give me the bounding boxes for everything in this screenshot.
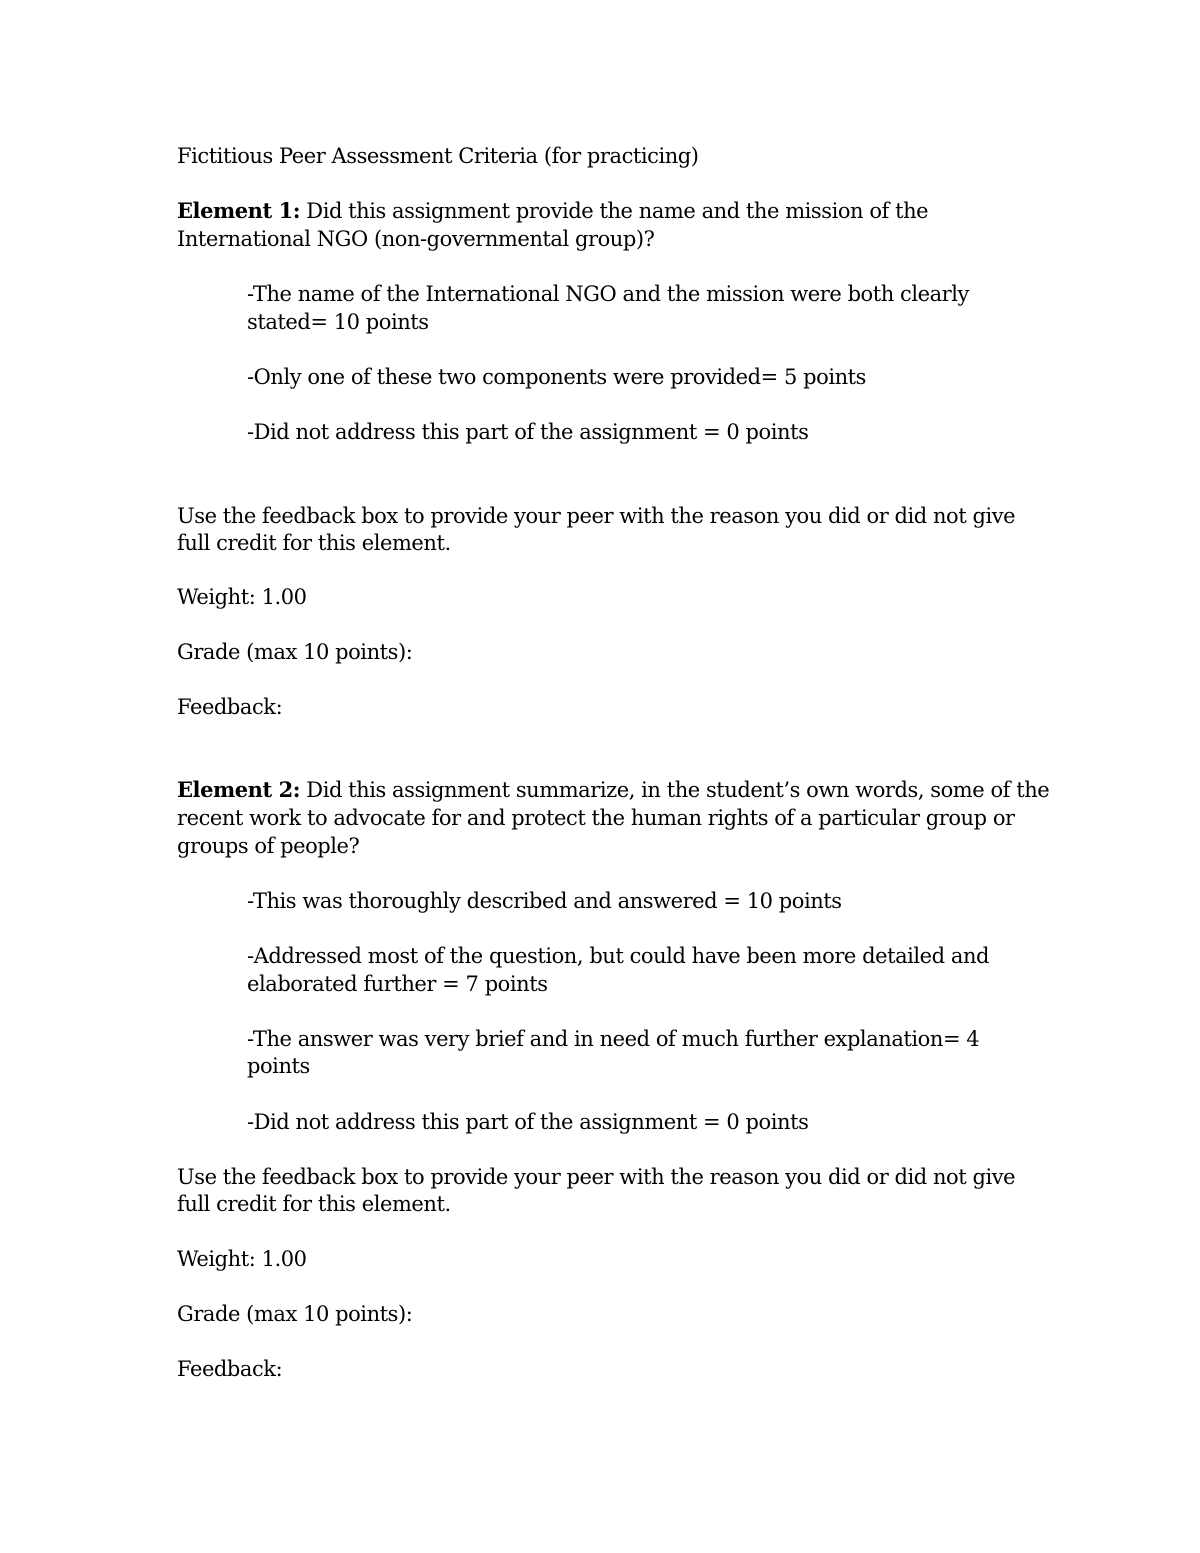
element1-option-1: -The name of the International NGO and the mission were both clearly [247, 282, 969, 306]
element1-question-text: Did this assignment provide the name and the mission of the [300, 199, 929, 223]
element1-instruction-line2: full credit for this element. [177, 531, 451, 555]
element1-option-1-cont: stated= 10 points [247, 310, 429, 334]
document-title: Fictitious Peer Assessment Criteria (for practicing) [177, 144, 699, 168]
element2-instruction-line2: full credit for this element. [177, 1192, 451, 1216]
element2-question [177, 776, 1049, 804]
element2-option-3: -The answer was very brief and in need of much further explanation= 4 [247, 1027, 980, 1051]
element1-grade: Grade (max 10 points): [177, 640, 413, 664]
element2-label: Element 2: [177, 777, 301, 802]
element2-option-2-cont: elaborated further = 7 points [247, 972, 548, 996]
element1-feedback: Feedback: [177, 695, 283, 719]
element1-label: Element 1: [177, 198, 301, 223]
element2-option-4: -Did not address this part of the assignment = 0 points [247, 1110, 809, 1134]
element2-question-line3: groups of people? [177, 834, 360, 858]
element2-option-2: -Addressed most of the question, but could have been more detailed and [247, 944, 990, 968]
element1-option-2: -Only one of these two components were provided= 5 points [247, 365, 866, 389]
element2-option-3-cont: points [247, 1054, 310, 1078]
element1-question-line2: International NGO (non-governmental group)? [177, 227, 655, 251]
element1-weight: Weight: 1.00 [177, 585, 307, 609]
element2-question-text: Did this assignment summarize, in the student’s own words, some of the [300, 778, 1050, 802]
element2-instruction: Use the feedback box to provide your peer with the reason you did or did not give [177, 1165, 1016, 1189]
element1-instruction: Use the feedback box to provide your peer with the reason you did or did not give [177, 504, 1016, 528]
element2-feedback: Feedback: [177, 1357, 283, 1381]
element1-option-3: -Did not address this part of the assignment = 0 points [247, 420, 809, 444]
element2-grade: Grade (max 10 points): [177, 1302, 413, 1326]
element1-question [177, 197, 928, 225]
element2-option-1: -This was thoroughly described and answered = 10 points [247, 889, 842, 913]
element2-weight: Weight: 1.00 [177, 1247, 307, 1271]
element2-question-line2: recent work to advocate for and protect the human rights of a particular group or [177, 806, 1015, 830]
